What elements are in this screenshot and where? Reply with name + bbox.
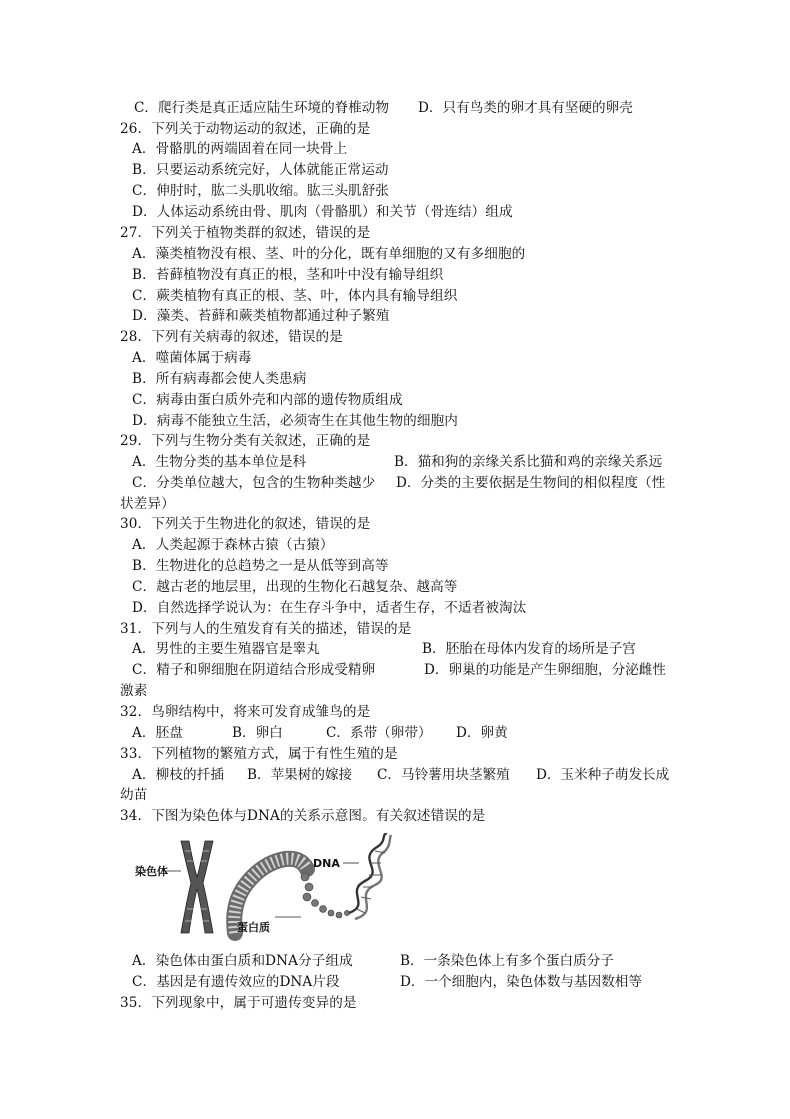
q27-option-a: A．藻类植物没有根、茎、叶的分化，既有单细胞的又有多细胞的 (132, 246, 526, 262)
q25-option-d: D．只有鸟类的卵才具有坚硬的卵壳 (418, 100, 633, 116)
label-chromosome: 染色体 (135, 865, 168, 878)
q29-option-d: D．分类的主要依据是生物间的相似程度（性 (396, 475, 666, 491)
q34-option-b: B．一条染色体上有多个蛋白质分子 (400, 953, 614, 969)
q33-option-d-cont: 幼苗 (120, 787, 148, 803)
q31-option-d-cont: 激素 (120, 683, 148, 699)
q32-option-d: D．卵黄 (456, 725, 508, 741)
q33-stem: 33．下列植物的繁殖方式，属于有性生殖的是 (120, 746, 398, 762)
dna-helix (349, 833, 391, 919)
q28-option-c: C．病毒由蛋白质外壳和内部的遗传物质组成 (132, 392, 403, 408)
q29-option-b: B．猫和狗的亲缘关系比猫和鸡的亲缘关系远 (394, 454, 663, 470)
q33-option-a: A．柳枝的扦插 (132, 767, 225, 783)
q32-option-b: B．卵白 (232, 725, 283, 741)
q31-option-d: D．卵巢的功能是产生卵细胞，分泌雌性 (424, 662, 666, 678)
q28-option-b: B．所有病毒都会使人类患病 (132, 371, 307, 387)
q34-option-c: C．基因是有遗传效应的DNA片段 (132, 974, 340, 990)
q27-option-b: B．苔藓植物没有真正的根，茎和叶中没有输导组织 (132, 267, 444, 283)
q34-option-d: D．一个细胞内，染色体数与基因数相等 (400, 974, 642, 990)
q26-option-d: D．人体运动系统由骨、肌肉（骨骼肌）和关节（骨连结）组成 (132, 204, 513, 220)
chromosome-shape (181, 841, 213, 933)
q28-stem: 28．下列有关病毒的叙述，错误的是 (120, 329, 343, 345)
label-dna: DNA (313, 857, 340, 870)
q33-option-b: B．苹果树的嫁接 (247, 767, 353, 783)
q28-option-d: D．病毒不能独立生活，必须寄生在其他生物的细胞内 (132, 413, 458, 429)
q31-stem: 31．下列与人的生殖发育有关的描述，错误的是 (120, 621, 412, 637)
q25-option-c: C．爬行类是真正适应陆生环境的脊椎动物 (134, 100, 390, 116)
q32-option-a: A．胚盘 (132, 725, 183, 741)
nucleosome-beads (301, 873, 350, 918)
q31-option-c: C．精子和卵细胞在阴道结合形成受精卵 (132, 662, 376, 678)
q27-stem: 27．下列关于植物类群的叙述，错误的是 (120, 225, 371, 241)
q26-option-a: A．骨骼肌的两端固着在同一块骨上 (132, 141, 348, 157)
q33-option-d: D．玉米种子萌发长成 (536, 767, 670, 783)
q31-option-a: A．男性的主要生殖器官是睾丸 (132, 641, 320, 657)
q28-option-a: A．噬菌体属于病毒 (132, 350, 252, 366)
q27-option-c: C．蕨类植物有真正的根、茎、叶，体内具有输导组织 (132, 288, 458, 304)
q30-option-a: A．人类起源于森林古猿（古猿） (132, 537, 334, 553)
q29-option-c: C．分类单位越大，包含的生物种类越少 (132, 475, 376, 491)
q34-stem: 34．下图为染色体与DNA的关系示意图。有关叙述错误的是 (120, 808, 486, 824)
q34-option-a: A．染色体由蛋白质和DNA分子组成 (132, 953, 353, 969)
q33-option-c: C．马铃薯用块茎繁殖 (377, 767, 510, 783)
q30-option-b: B．生物进化的总趋势之一是从低等到高等 (132, 558, 389, 574)
q32-option-c: C．系带（卵带） (326, 725, 432, 741)
q29-option-d-cont: 状差异） (120, 496, 175, 512)
q26-option-c: C．伸肘时，肱二头肌收缩。肱三头肌舒张 (132, 183, 389, 199)
q30-option-c: C．越古老的地层里，出现的生物化石越复杂、越高等 (132, 579, 458, 595)
chromosome-dna-diagram (135, 833, 393, 945)
q29-option-a: A．生物分类的基本单位是科 (132, 454, 307, 470)
q35-stem: 35．下列现象中，属于可遗传变异的是 (120, 995, 357, 1011)
q30-stem: 30．下列关于生物进化的叙述，错误的是 (120, 516, 371, 532)
q29-stem: 29．下列与生物分类有关叙述，正确的是 (120, 433, 371, 449)
q30-option-d: D．自然选择学说认为：在生存斗争中，适者生存，不适者被淘汰 (132, 600, 527, 616)
q26-stem: 26．下列关于动物运动的叙述，正确的是 (120, 121, 371, 137)
q31-option-b: B．胚胎在母体内发育的场所是子宫 (422, 641, 636, 657)
label-protein: 蛋白质 (237, 921, 270, 934)
q26-option-b: B．只要运动系统完好，人体就能正常运动 (132, 162, 389, 178)
q32-stem: 32．鸟卵结构中，将来可发育成雏鸟的是 (120, 704, 371, 720)
q27-option-d: D．藻类、苔藓和蕨类植物都通过种子繁殖 (132, 308, 390, 324)
